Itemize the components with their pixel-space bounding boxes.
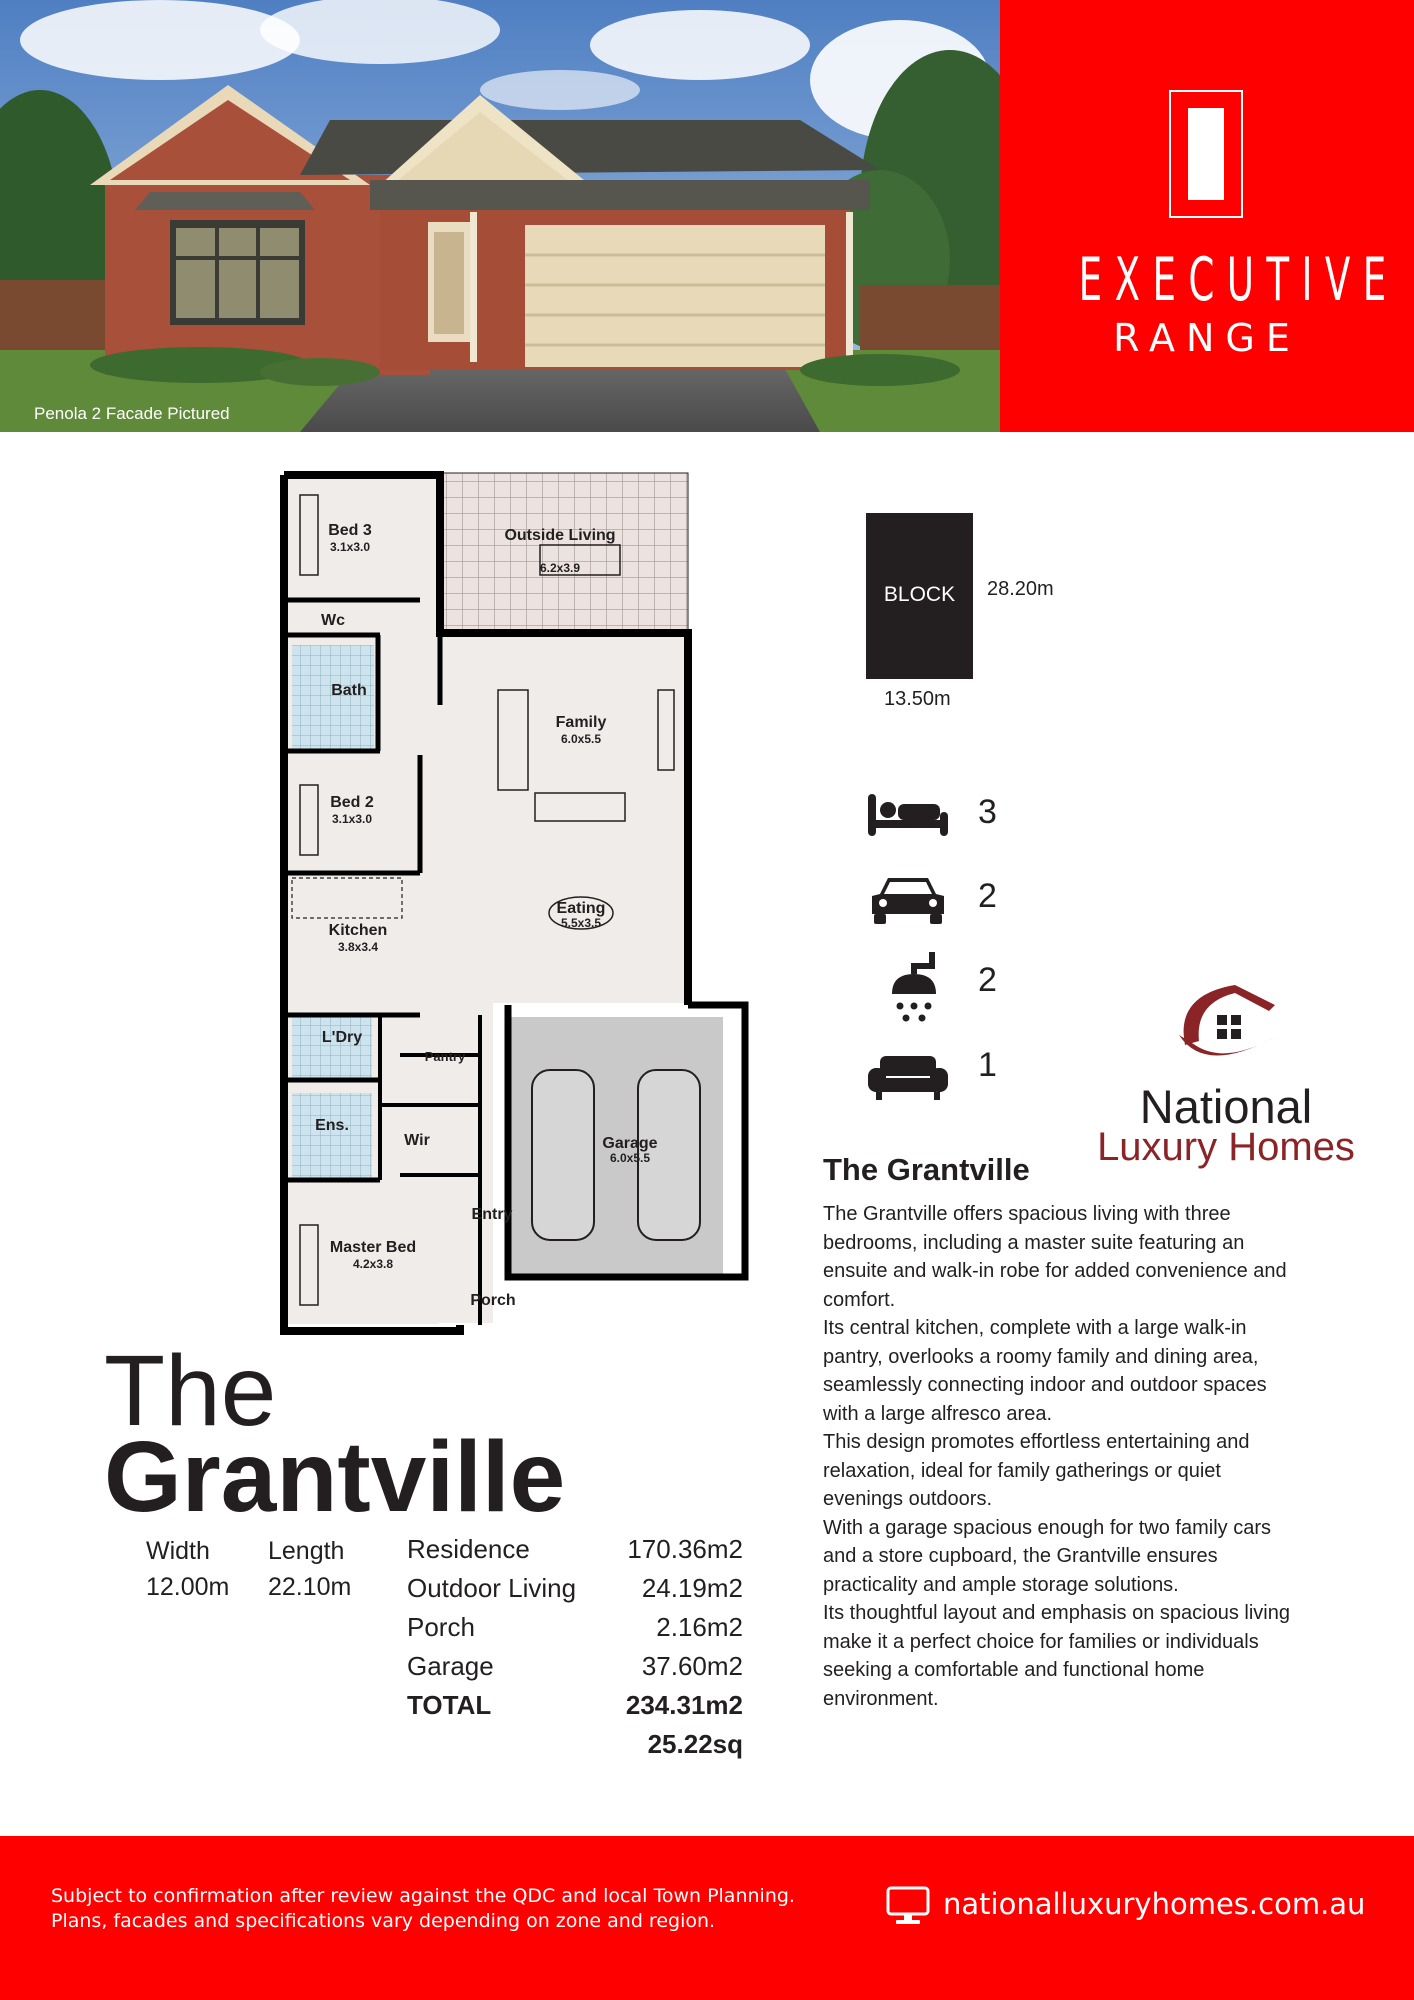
bedrooms-count: 3 [978,793,997,831]
car-icon [866,870,950,926]
room-porch-label: Porch [470,1292,516,1309]
shower-icon [866,948,950,1026]
area-value: 2.16m2 [656,1612,743,1642]
room-master-bed-size: 4.2x3.8 [352,1257,394,1271]
area-row-garage [407,1648,743,1687]
room-master-bed-label: Master Bed [329,1239,417,1256]
range-logo-frame-icon [1169,90,1243,218]
width-label: Width [146,1537,210,1565]
room-bed2-size: 3.1x3.0 [331,812,373,826]
description-paragraph: Its thoughtful layout and emphasis on spacious living make it a perfect choice for families or individuals seeking a comfortable and functional home environment. [823,1602,1290,1710]
area-label: Residence [407,1534,530,1564]
logo-wordmark-national: National [1139,1080,1313,1133]
room-garage-size: 6.0x5.5 [609,1151,651,1165]
block-label: BLOCK [883,583,956,606]
monitor-icon [886,1886,930,1926]
room-garage-label: Garage [602,1135,658,1152]
length-value: 22.10m [268,1573,352,1601]
area-value: 234.31m2 [625,1690,743,1720]
disclaimer-line: Subject to confirmation after review against the QDC and local Town Planning. [51,1885,795,1907]
area-label: Porch [407,1612,475,1642]
disclaimer-line: Plans, facades and specifications vary depending on zone and region. [51,1910,716,1932]
facade-caption: Penola 2 Facade Pictured [34,404,230,423]
area-value: 37.60m2 [641,1651,743,1681]
room-bed2-label: Bed 2 [330,794,374,811]
home-title-name: Grantville [104,1421,566,1533]
bed-icon [866,786,950,842]
room-outside-living-size: 6.2x3.9 [539,561,581,575]
room-family-size: 6.0x5.5 [560,732,602,746]
room-kitchen-size: 3.8x3.4 [337,940,379,954]
room-family-label: Family [555,714,607,731]
area-row-total [407,1687,743,1726]
area-row-outdoor-living [407,1570,743,1609]
area-label: Garage [407,1651,494,1681]
room-entry-label: Entry [471,1206,513,1223]
room-kitchen-label: Kitchen [328,922,388,939]
area-schedule [407,1531,743,1765]
width-value: 12.00m [146,1573,230,1601]
description-body [823,1200,1293,1713]
bathrooms-count: 2 [978,961,997,999]
room-eating-size: 5.5x3.5 [560,916,602,930]
room-outside-living-label: Outside Living [504,527,616,544]
room-ensuite-label: Ens. [315,1117,349,1134]
area-row-porch [407,1609,743,1648]
room-bed3-size: 3.1x3.0 [329,540,371,554]
block-depth: 28.20m [987,578,1054,600]
block-diagram [866,513,973,679]
room-pantry-label: Pantry [424,1049,466,1064]
length-label: Length [268,1537,345,1565]
description-paragraph: Its central kitchen, complete with a large walk-in pantry, overlooks a roomy family and dining area, seamlessly connecting indoor and outdoor spaces with a large alfresco area. [823,1317,1267,1425]
description-paragraph: This design promotes effortless entertaining and relaxation, ideal for family gatherings or quiet evenings outdoors. [823,1431,1250,1510]
home-title-prefix: The [104,1335,277,1447]
description-title: The Grantville [823,1152,1030,1187]
disclaimer [51,1884,795,1934]
facade-photo [0,0,1000,432]
room-wc-label: Wc [321,612,345,629]
floor-plan [270,465,760,1345]
area-label: Outdoor Living [407,1573,577,1603]
floor-plan-drawing [270,465,760,1345]
description-paragraph: With a garage spacious enough for two family cars and a store cupboard, the Grantville ensures practicality and ample storage solutions. [823,1516,1271,1596]
block-width: 13.50m [884,688,951,710]
room-laundry-label: L'Dry [321,1029,363,1046]
house-facade-illustration [0,0,1000,432]
footer [0,1836,1414,2000]
living-count: 1 [978,1046,997,1084]
area-row-residence [407,1531,743,1570]
logo-wordmark-luxury-homes: Luxury Homes [1097,1125,1355,1169]
room-bath-label: Bath [331,682,367,699]
sofa-icon [866,1046,950,1102]
website-link[interactable]: nationalluxuryhomes.com.au [943,1887,1366,1921]
range-subtitle: RANGE [1113,316,1301,360]
area-label: TOTAL [407,1690,492,1720]
area-value: 170.36m2 [627,1534,743,1564]
room-wir-label: Wir [404,1132,430,1149]
executive-range-panel [1000,0,1414,432]
national-luxury-homes-logo [1085,975,1367,1175]
area-row-total-squares [407,1726,743,1765]
area-value: 24.19m2 [641,1573,743,1603]
car-spaces-count: 2 [978,877,997,915]
room-eating-label: Eating [556,900,606,917]
room-bed3-label: Bed 3 [328,522,372,539]
house-swoosh-icon [1165,975,1295,1075]
description-paragraph: The Grantville offers spacious living with three bedrooms, including a master suite featuring an ensuite and walk-in robe for added convenience and comfort. [823,1203,1287,1311]
area-value: 25.22sq [647,1729,743,1759]
range-title: EXECUTIVE [1078,245,1399,315]
range-logo-bar [1188,108,1224,200]
